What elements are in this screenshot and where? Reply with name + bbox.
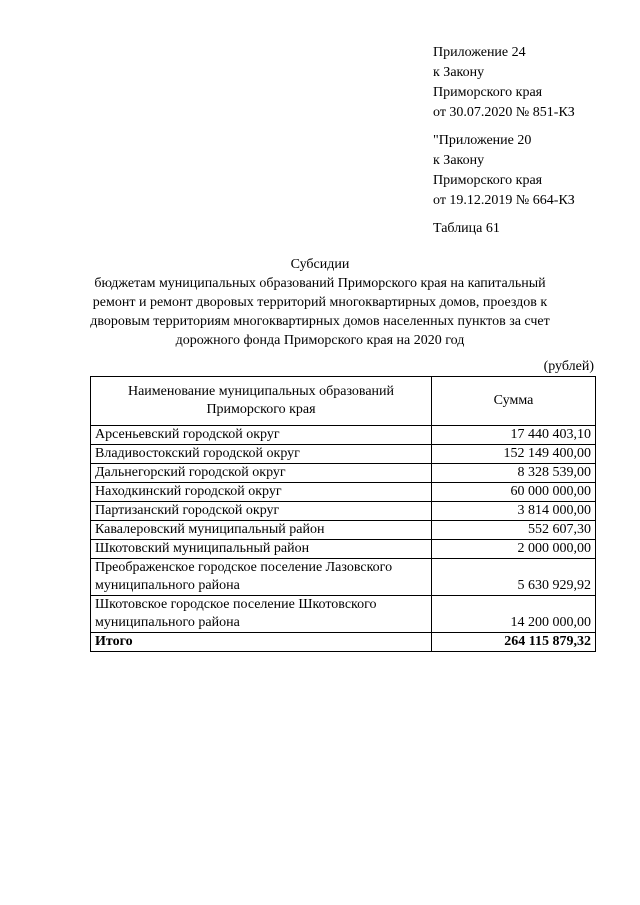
attachment-line-3: Приморского края bbox=[433, 85, 543, 100]
amount-cell: 2 000 000,00 bbox=[432, 540, 596, 559]
table-row bbox=[91, 521, 596, 540]
amount-cell: 3 814 000,00 bbox=[432, 502, 596, 521]
subsidy-table bbox=[90, 376, 596, 652]
table-row bbox=[91, 540, 596, 559]
table-row bbox=[91, 559, 596, 596]
municipality-name-cell bbox=[91, 445, 432, 464]
municipality-name-cell bbox=[91, 596, 432, 633]
municipality-name-line-1: Шкотовский муниципальный район bbox=[95, 541, 310, 556]
title-line-2: бюджетам муниципальных образований Приморского края на капитальный bbox=[94, 276, 546, 291]
table-row bbox=[91, 426, 596, 445]
municipality-name-line-1: Партизанский городской округ bbox=[95, 503, 280, 518]
municipality-name-cell bbox=[91, 464, 432, 483]
amount-cell: 8 328 539,00 bbox=[432, 464, 596, 483]
amount-cell: 17 440 403,10 bbox=[432, 426, 596, 445]
amending-attachment-reference bbox=[433, 43, 633, 123]
total-label: Итого bbox=[91, 633, 432, 652]
column-header-amount: Сумма bbox=[432, 377, 596, 426]
title-line-5: дорожного фонда Приморского края на 2020 год bbox=[175, 333, 465, 348]
municipality-name-cell bbox=[91, 502, 432, 521]
units-label: (рублей) bbox=[543, 359, 594, 374]
title-line-3: ремонт и ремонт дворовых территорий многоквартирных домов, проездов к bbox=[92, 295, 548, 310]
table-row bbox=[91, 464, 596, 483]
document-title bbox=[80, 255, 560, 350]
municipality-name-line-1: Кавалеровский муниципальный район bbox=[95, 522, 325, 537]
municipality-name-line-1: Находкинский городской округ bbox=[95, 484, 282, 499]
table-body bbox=[91, 426, 596, 652]
municipality-name-cell bbox=[91, 426, 432, 445]
municipality-name-line-2: муниципального района bbox=[95, 578, 240, 593]
original-attachment-reference bbox=[433, 131, 633, 211]
amount-cell: 552 607,30 bbox=[432, 521, 596, 540]
municipality-name-cell bbox=[91, 483, 432, 502]
table-row bbox=[91, 502, 596, 521]
municipality-name-line-1: Владивостокский городской округ bbox=[95, 446, 300, 461]
total-row bbox=[91, 633, 596, 652]
table-header-row bbox=[91, 377, 596, 426]
attachment-line-2: к Закону bbox=[433, 65, 485, 80]
title-line-4: дворовым территориям многоквартирных домов населенных пунктов за счет bbox=[90, 314, 550, 329]
amount-cell: 152 149 400,00 bbox=[432, 445, 596, 464]
table-row bbox=[91, 445, 596, 464]
amount-cell: 14 200 000,00 bbox=[432, 596, 596, 633]
amount-cell: 5 630 929,92 bbox=[432, 559, 596, 596]
original-attachment-line-2: к Закону bbox=[433, 153, 485, 168]
table-row bbox=[91, 483, 596, 502]
municipality-name-cell bbox=[91, 540, 432, 559]
title-line-1: Субсидии bbox=[290, 257, 350, 272]
table-row bbox=[91, 596, 596, 633]
municipality-name-line-1: Дальнегорский городской округ bbox=[95, 465, 286, 480]
attachment-line-1: Приложение 24 bbox=[433, 45, 526, 60]
municipality-name-line-1: Шкотовское городское поселение Шкотовского bbox=[95, 597, 377, 612]
municipality-name-cell bbox=[91, 521, 432, 540]
total-amount: 264 115 879,32 bbox=[432, 633, 596, 652]
column-header-name-line-1: Наименование муниципальных образований bbox=[127, 384, 395, 399]
original-attachment-line-4: от 19.12.2019 № 664-КЗ bbox=[433, 193, 575, 208]
column-header-name-line-2: Приморского края bbox=[206, 402, 316, 417]
municipality-name-cell bbox=[91, 559, 432, 596]
table-number: Таблица 61 bbox=[433, 221, 500, 236]
column-header-name bbox=[91, 377, 432, 426]
original-attachment-line-1: "Приложение 20 bbox=[433, 133, 532, 148]
attachment-line-4: от 30.07.2020 № 851-КЗ bbox=[433, 105, 575, 120]
amount-cell: 60 000 000,00 bbox=[432, 483, 596, 502]
municipality-name-line-1: Арсеньевский городской округ bbox=[95, 427, 280, 442]
municipality-name-line-2: муниципального района bbox=[95, 615, 240, 630]
municipality-name-line-1: Преображенское городское поселение Лазовского bbox=[95, 560, 393, 575]
original-attachment-line-3: Приморского края bbox=[433, 173, 543, 188]
